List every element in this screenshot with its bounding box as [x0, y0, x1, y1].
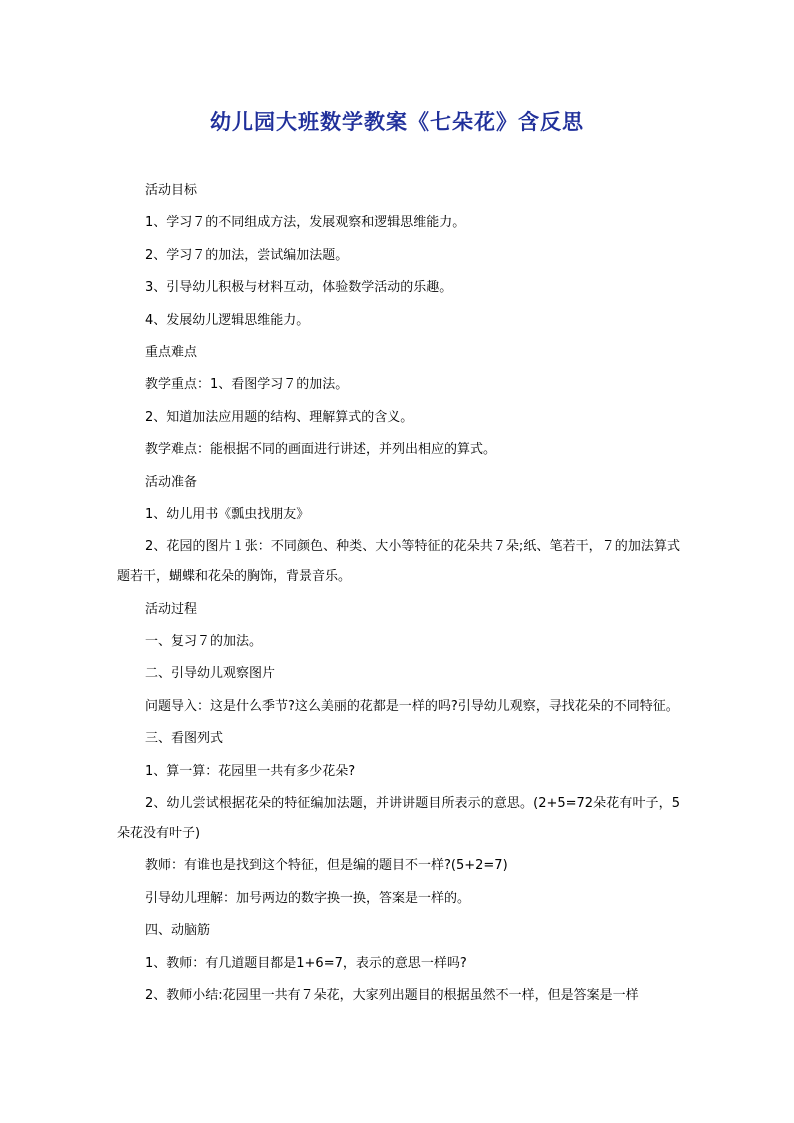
- paragraph: 2、学习７的加法，尝试编加法题。: [145, 247, 349, 263]
- section-heading: 重点难点: [145, 344, 198, 360]
- paragraph: 教学重点：1、看图学习７的加法。: [145, 377, 349, 393]
- paragraph: 2、幼儿尝试根据花朵的特征编加法题，并讲讲题目所表示的意思。(2+5=72朵花有叶子，5朵花没有叶子): [117, 796, 680, 842]
- paragraph: 三、看图列式: [145, 731, 224, 747]
- paragraph: 1、算一算：花园里一共有多少花朵?: [145, 763, 356, 779]
- paragraph: 引导幼儿理解：加号两边的数字换一换，答案是一样的。: [145, 890, 471, 906]
- paragraph: 一、复习７的加法。: [145, 634, 263, 650]
- section-heading: 活动目标: [145, 183, 198, 198]
- paragraph: 教学难点：能根据不同的画面进行讲述，并列出相应的算式。: [145, 442, 497, 458]
- document-title: 幼儿园大班数学教案《七朵花》含反思: [210, 109, 584, 134]
- paragraph: 2、知道加法应用题的结构、理解算式的含义。: [145, 409, 414, 425]
- paragraph: 二、引导幼儿观察图片: [145, 666, 276, 682]
- paragraph: 2、教师小结:花园里一共有７朵花，大家列出题目的根据虽然不一样，但是答案是一样: [145, 987, 639, 1003]
- paragraph: 3、引导幼儿积极与材料互动，体验数学活动的乐趣。: [145, 280, 453, 296]
- section-heading: 活动过程: [145, 601, 198, 617]
- section-heading: 活动准备: [145, 474, 198, 490]
- paragraph: 四、动脑筋: [145, 923, 211, 939]
- paragraph: 2、花园的图片１张：不同颜色、种类、大小等特征的花朵共７朵;纸、笔若干，７的加法算式题若干，蝴蝶和花朵的胸饰，背景音乐。: [117, 539, 680, 585]
- paragraph: 1、幼儿用书《瓢虫找朋友》: [145, 506, 310, 522]
- paragraph: 1、教师：有几道题目都是1+6=7，表示的意思一样吗?: [145, 955, 467, 971]
- paragraph: 4、发展幼儿逻辑思维能力。: [145, 312, 310, 328]
- paragraph: 问题导入：这是什么季节?这么美丽的花都是一样的吗?引导幼儿观察，寻找花朵的不同特征。: [145, 698, 679, 714]
- paragraph: 1、学习７的不同组成方法，发展观察和逻辑思维能力。: [145, 215, 466, 231]
- document-body: [117, 176, 680, 1013]
- paragraph: 教师：有谁也是找到这个特征，但是编的题目不一样?(5+2=7): [145, 858, 508, 874]
